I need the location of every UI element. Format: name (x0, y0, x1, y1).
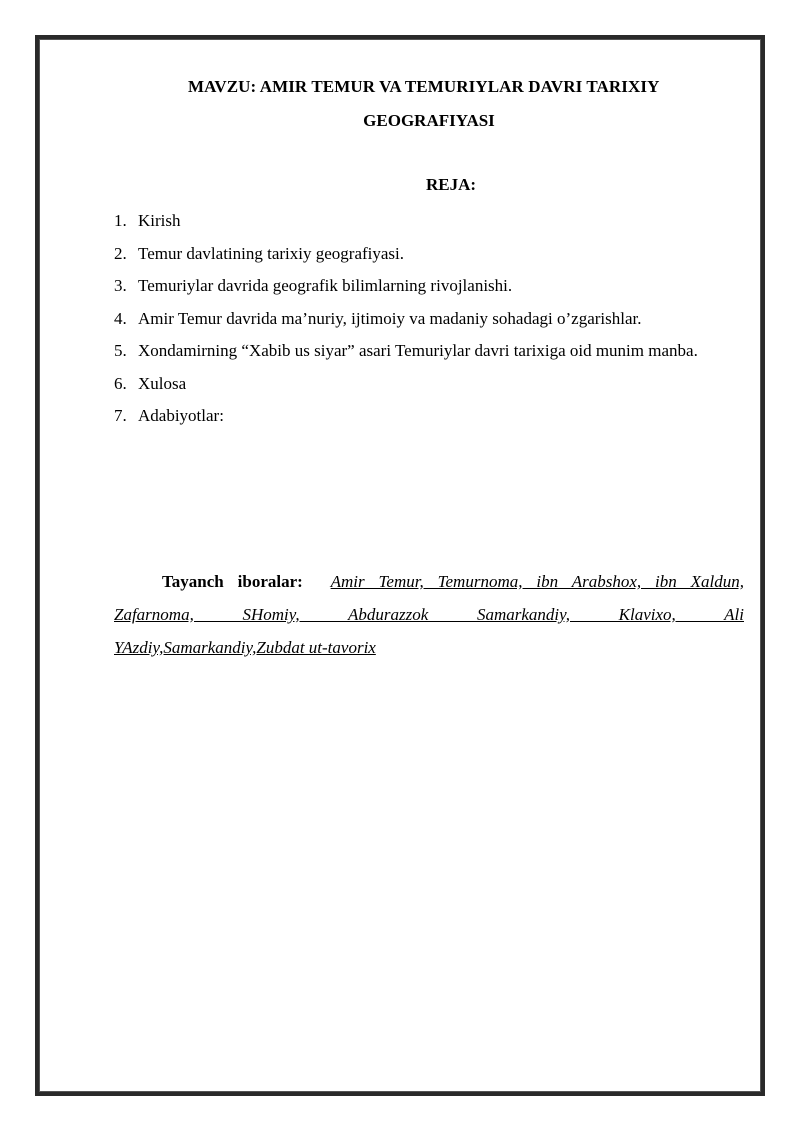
plan-item-text: Kirish (138, 211, 181, 230)
keywords-line-1 (114, 565, 744, 598)
plan-item-number: 2. (114, 243, 127, 263)
keywords-line-3: YAzdiy,Samarkandiy,Zubdat ut-tavorix (114, 638, 376, 657)
plan-item-number: 5. (114, 341, 127, 360)
plan-item-2 (114, 238, 744, 271)
plan-item-5 (114, 335, 744, 368)
plan-item-text: Adabiyotlar: (138, 406, 224, 425)
plan-item-text: Xulosa (138, 373, 187, 393)
plan-item-text: Amir Temur davrida ma’nuriy, ijtimoiy va madaniy sohadagi o’zgarishlar. (138, 308, 642, 328)
plan-item-text: Xondamirning “Xabib us siyar” asari Temuriylar davri tarixiga oid munim manba. (138, 341, 698, 360)
document-title-line2-text: GEOGRAFIYASI (363, 111, 495, 130)
plan-item-4 (114, 303, 744, 336)
plan-list (114, 205, 744, 433)
keywords-label: Tayanch iboralar: (162, 572, 303, 591)
plan-item-7 (114, 400, 744, 433)
document-title-line2 (114, 111, 744, 131)
plan-item-6 (114, 368, 744, 401)
plan-item-number: 1. (114, 211, 127, 230)
document-title-line1: MAVZU: AMIR TEMUR VA TEMURIYLAR DAVRI TARIXIY (188, 77, 660, 96)
keywords-line-2: Zafarnoma, SHomiy, Abdurazzok Samarkandiy, Klavixo, Ali (114, 605, 744, 624)
plan-item-1 (114, 205, 744, 238)
plan-item-number: 6. (114, 373, 127, 393)
keywords-paragraph (114, 565, 744, 664)
keywords-terms-1: Amir Temur, Temurnoma, ibn Arabshox, ibn Xaldun, (330, 572, 745, 591)
plan-heading: REJA: (426, 175, 477, 194)
plan-item-number: 3. (114, 276, 127, 295)
plan-item-text: Temur davlatining tarixiy geografiyasi. (138, 243, 405, 263)
plan-item-text: Temuriylar davrida geografik bilimlarning rivojlanishi. (138, 276, 513, 295)
plan-item-number: 7. (114, 406, 127, 425)
plan-item-number: 4. (114, 308, 127, 328)
plan-item-3 (114, 270, 744, 303)
